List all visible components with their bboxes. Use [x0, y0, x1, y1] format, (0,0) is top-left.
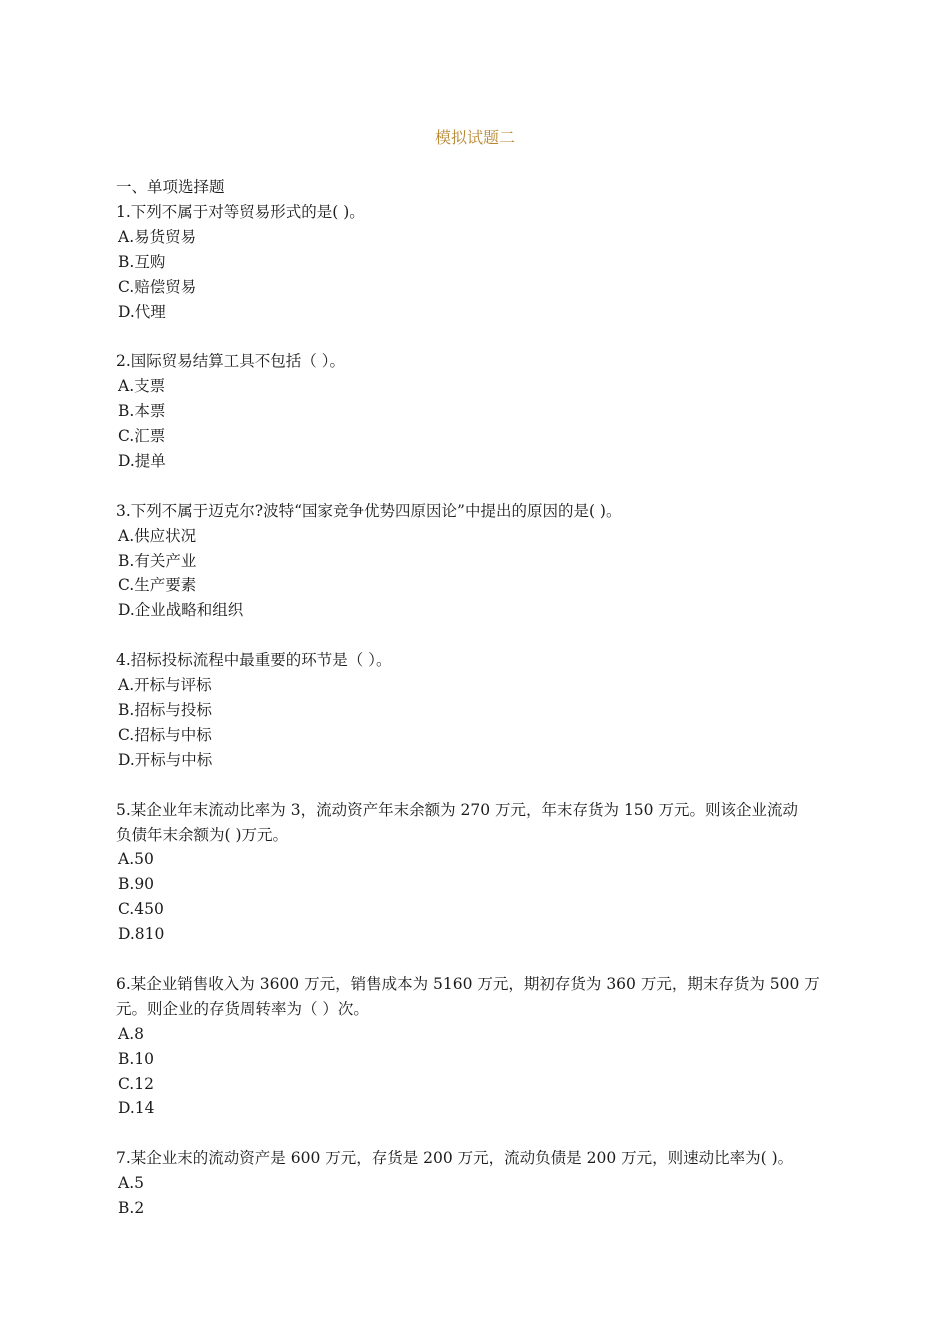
question-2	[116, 349, 836, 474]
option-d: D.提单	[118, 451, 166, 470]
option-a: A.5	[118, 1174, 144, 1193]
page-title: 模拟试题二	[434, 128, 515, 147]
option-d: D.开标与中标	[118, 750, 213, 769]
question-stem-line-2: 元。则企业的存货周转率为（ ）次。	[116, 999, 369, 1018]
option-c: C.招标与中标	[118, 725, 212, 744]
option-b: B.10	[118, 1049, 155, 1068]
exam-content	[116, 175, 836, 1221]
option-c: C.汇票	[118, 427, 166, 446]
option-b: B.90	[118, 875, 155, 894]
option-a: A.50	[118, 850, 154, 869]
option-c: C.12	[118, 1074, 154, 1093]
question-stem: 4.招标投标流程中最重要的环节是（ ）。	[116, 651, 392, 670]
option-b: B.有关产业	[118, 551, 197, 570]
option-d: D.810	[118, 925, 165, 944]
question-stem: 3.下列不属于迈克尔?波特“国家竞争优势四原因论”中提出的原因的是( )。	[116, 501, 622, 520]
question-4	[116, 648, 836, 773]
spacer	[116, 947, 836, 972]
question-stem-line-1: 6.某企业销售收入为 3600 万元，销售成本为 5160 万元，期初存货为 360 万元，期末存货为 500 万	[116, 974, 820, 993]
option-c: C.赔偿贸易	[118, 277, 197, 296]
option-a: A.易货贸易	[118, 227, 197, 246]
option-c: C.450	[118, 900, 164, 919]
spacer	[116, 773, 836, 798]
option-c: C.生产要素	[118, 576, 197, 595]
question-7	[116, 1146, 836, 1221]
option-a: A.支票	[118, 377, 166, 396]
option-a: A.供应状况	[118, 526, 197, 545]
question-3	[116, 499, 836, 624]
question-6	[116, 972, 836, 1121]
question-stem: 1.下列不属于对等贸易形式的是( )。	[116, 202, 365, 221]
option-b: B.互购	[118, 252, 166, 271]
question-5	[116, 798, 836, 947]
option-b: B.本票	[118, 402, 166, 421]
spacer	[116, 1121, 836, 1146]
option-b: B.2	[118, 1199, 145, 1218]
question-stem-line-2: 负债年末余额为( )万元。	[116, 825, 289, 844]
question-stem: 2.国际贸易结算工具不包括（ ）。	[116, 352, 345, 371]
spacer	[116, 623, 836, 648]
question-stem: 7.某企业末的流动资产是 600 万元，存货是 200 万元，流动负债是 200 万元，则速动比率为( )。	[116, 1149, 794, 1168]
option-b: B.招标与投标	[118, 700, 212, 719]
option-d: D.企业战略和组织	[118, 601, 244, 620]
spacer	[116, 324, 836, 349]
section-heading: 一、单项选择题	[116, 178, 225, 196]
option-a: A.开标与评标	[118, 676, 212, 695]
question-stem-line-1: 5.某企业年末流动比率为 3，流动资产年末余额为 270 万元，年末存货为 150 万元。则该企业流动	[116, 800, 798, 819]
question-1	[116, 200, 836, 325]
option-d: D.代理	[118, 302, 166, 321]
option-a: A.8	[118, 1024, 144, 1043]
spacer	[116, 474, 836, 499]
option-d: D.14	[118, 1099, 155, 1118]
